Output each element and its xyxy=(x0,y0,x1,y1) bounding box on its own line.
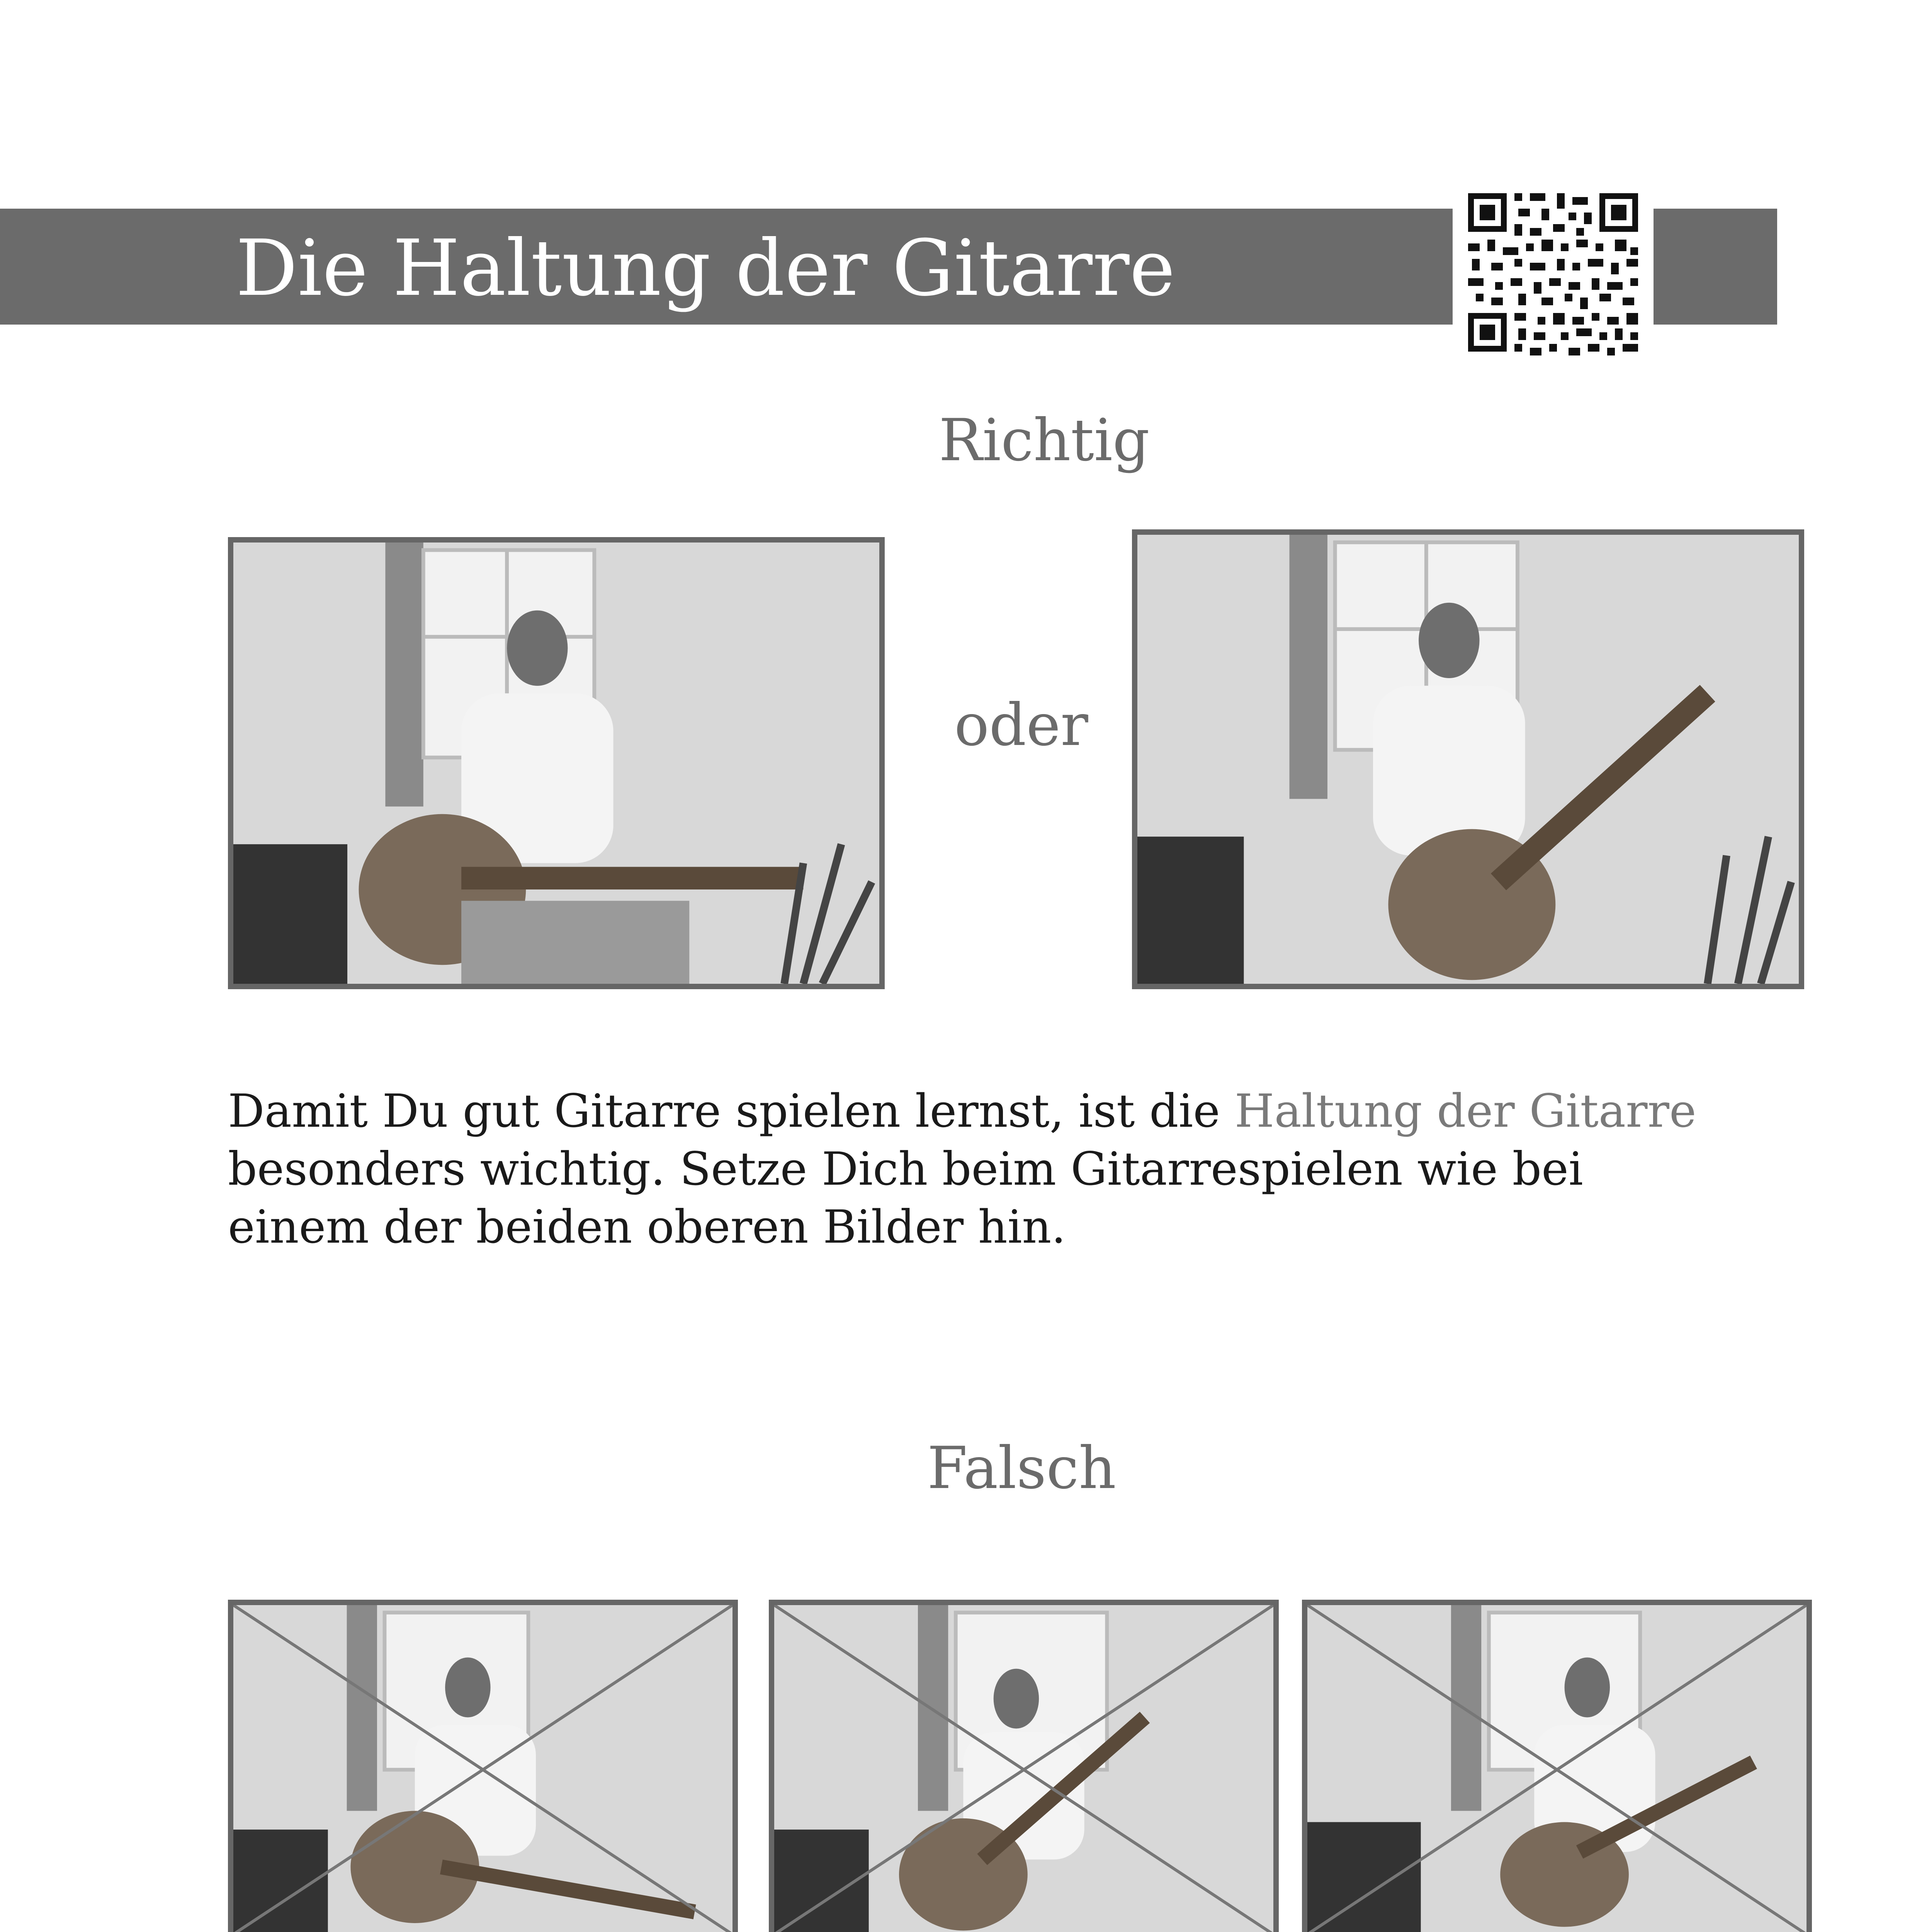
oder-label: oder xyxy=(954,692,1088,759)
wrong-posture-photo-3 xyxy=(1302,1600,1812,1932)
wrong-heading: Falsch xyxy=(927,1435,1116,1502)
correct-paragraph xyxy=(228,1082,1704,1256)
correct-posture-photo-1 xyxy=(228,537,885,989)
wrong-posture-photo-1 xyxy=(228,1600,738,1932)
correct-paragraph-after: besonders wichtig. Setze Dich beim Gitarrespielen wie bei einem der beiden oberen Bilder hin. xyxy=(228,1142,1583,1253)
page-title: Die Haltung der Gitarre xyxy=(236,223,1175,313)
correct-posture-photo-2 xyxy=(1132,529,1804,989)
correct-paragraph-before: Damit Du gut Gitarre spielen lernst, ist die xyxy=(228,1084,1235,1138)
correct-paragraph-highlight: Haltung der Gitarre xyxy=(1234,1084,1696,1138)
correct-heading: Richtig xyxy=(939,407,1150,474)
wrong-posture-photo-2 xyxy=(769,1600,1279,1932)
qr-code-icon xyxy=(1453,182,1654,363)
